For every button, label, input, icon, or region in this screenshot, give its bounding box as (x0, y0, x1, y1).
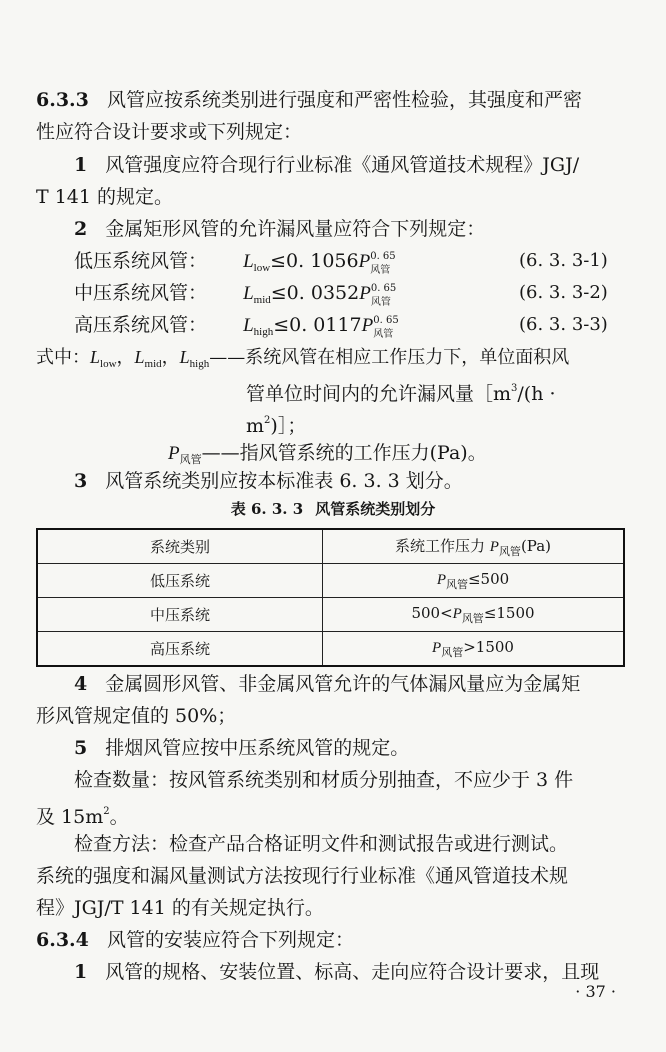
header-cell: 系统工作压力 $P_{风管}(Pa)$ (323, 529, 625, 564)
pressure-cell: $P_{风管}\le 500$ (323, 564, 625, 598)
inspection-method-line2: 系统的强度和漏风量测试方法按现行行业标准《通风管道技术规 (36, 865, 569, 887)
page-number: · 37 · (575, 982, 616, 1001)
item-text: 风管强度应符合现行行业标准《通风管道技术规程》JGJ/ (105, 154, 580, 176)
category-cell: 低压系统 (37, 564, 323, 598)
where-line1: 式中：$L_{low}$，$L_{mid}$，$L_{high}——$系统风管在相应工作压力下，单位面积风 (36, 347, 570, 370)
item-number: 2 (74, 218, 88, 240)
item-1-line2: T 141 的规定。 (36, 186, 174, 208)
duct-class-table (36, 528, 625, 667)
equation-label: 中压系统风管： (74, 282, 208, 304)
item-1-line1 (74, 153, 579, 177)
table-number: 表 6. 3. 3 (230, 500, 304, 518)
equation-mid: 中压系统风管： $L_{mid}\le 0$. 0352P 0. 65 风管 (74, 282, 397, 308)
item-4-line1 (74, 672, 580, 696)
inspection-quantity-line2: 及 $15m^2$。 (36, 806, 129, 828)
item-4-line2: 形风管规定值的 50%； (36, 705, 237, 727)
clause-number: 6.3.4 (36, 929, 89, 951)
equation-number: (6. 3. 3-3) (519, 314, 608, 335)
item-number: 3 (74, 470, 88, 492)
inspection-method-line3: 程》JGJ/T 141 的有关规定执行。 (36, 897, 324, 919)
item-text: 排烟风管应按中压系统风管的规定。 (105, 737, 410, 759)
category-cell: 中压系统 (37, 598, 323, 632)
table-row (37, 632, 624, 667)
pressure-cell: $P_{风管}>1500$ (323, 632, 625, 667)
table-title: 风管系统类别划分 (315, 500, 436, 518)
where-line2: 管单位时间内的允许漏风量$[m^3/(h$ · (246, 383, 556, 405)
clause-6-3-3-line1 (36, 88, 582, 112)
item-number: 5 (74, 737, 88, 759)
table-caption (0, 498, 666, 519)
equation-number: (6. 3. 3-1) (519, 250, 608, 271)
item-3 (74, 469, 463, 493)
table-header-row (37, 529, 624, 564)
equation-number: (6. 3. 3-2) (519, 282, 608, 303)
clause-text: 风管应按系统类别进行强度和严密性检验，其强度和严密 (106, 89, 582, 111)
item-number: 4 (74, 673, 88, 695)
equation-high: 高压系统风管： $L_{high}\le 0$. 0117P 0. 65 风管 (74, 314, 399, 340)
equation-label: 低压系统风管： (74, 250, 208, 272)
pressure-cell: $500<P_{风管}\le 1500$ (323, 598, 625, 632)
item-text: 金属矩形风管的允许漏风量应符合下列规定： (105, 218, 486, 240)
category-cell: 高压系统 (37, 632, 323, 667)
item-number: 1 (74, 154, 88, 176)
clause-6-3-3-line2: 性应符合设计要求或下列规定： (36, 121, 303, 143)
item-text: 风管系统类别应按本标准表 6. 3. 3 划分。 (105, 470, 463, 492)
item-5 (74, 736, 409, 760)
table-row (37, 564, 624, 598)
item-2 (74, 217, 485, 241)
where-line4: $P_{风管}——$指风管系统的工作压力(Pa)。 (168, 442, 487, 466)
item-text: 金属圆形风管、非金属风管允许的气体漏风量应为金属矩 (105, 673, 581, 695)
clause-number: 6.3.3 (36, 89, 89, 111)
clause-text: 风管的安装应符合下列规定： (106, 929, 354, 951)
inspection-method-line1: 检查方法：检查产品合格证明文件和测试报告或进行测试。 (74, 833, 569, 855)
item-text: 风管的规格、安装位置、标高、走向应符合设计要求，且现 (105, 961, 600, 983)
item-1-6-3-4 (74, 960, 599, 984)
header-cell: 系统类别 (37, 529, 323, 564)
equation-label: 高压系统风管： (74, 314, 208, 336)
clause-6-3-4 (36, 928, 354, 952)
table-row (37, 598, 624, 632)
equation-low: 低压系统风管： $L_{low}\le 0$. 1056P 0. 65 风管 (74, 250, 396, 276)
inspection-quantity-line1: 检查数量：按风管系统类别和材质分别抽查，不应少于 3 件 (74, 769, 574, 791)
where-line3: $m^2)]$； (246, 415, 307, 437)
item-number: 1 (74, 961, 88, 983)
